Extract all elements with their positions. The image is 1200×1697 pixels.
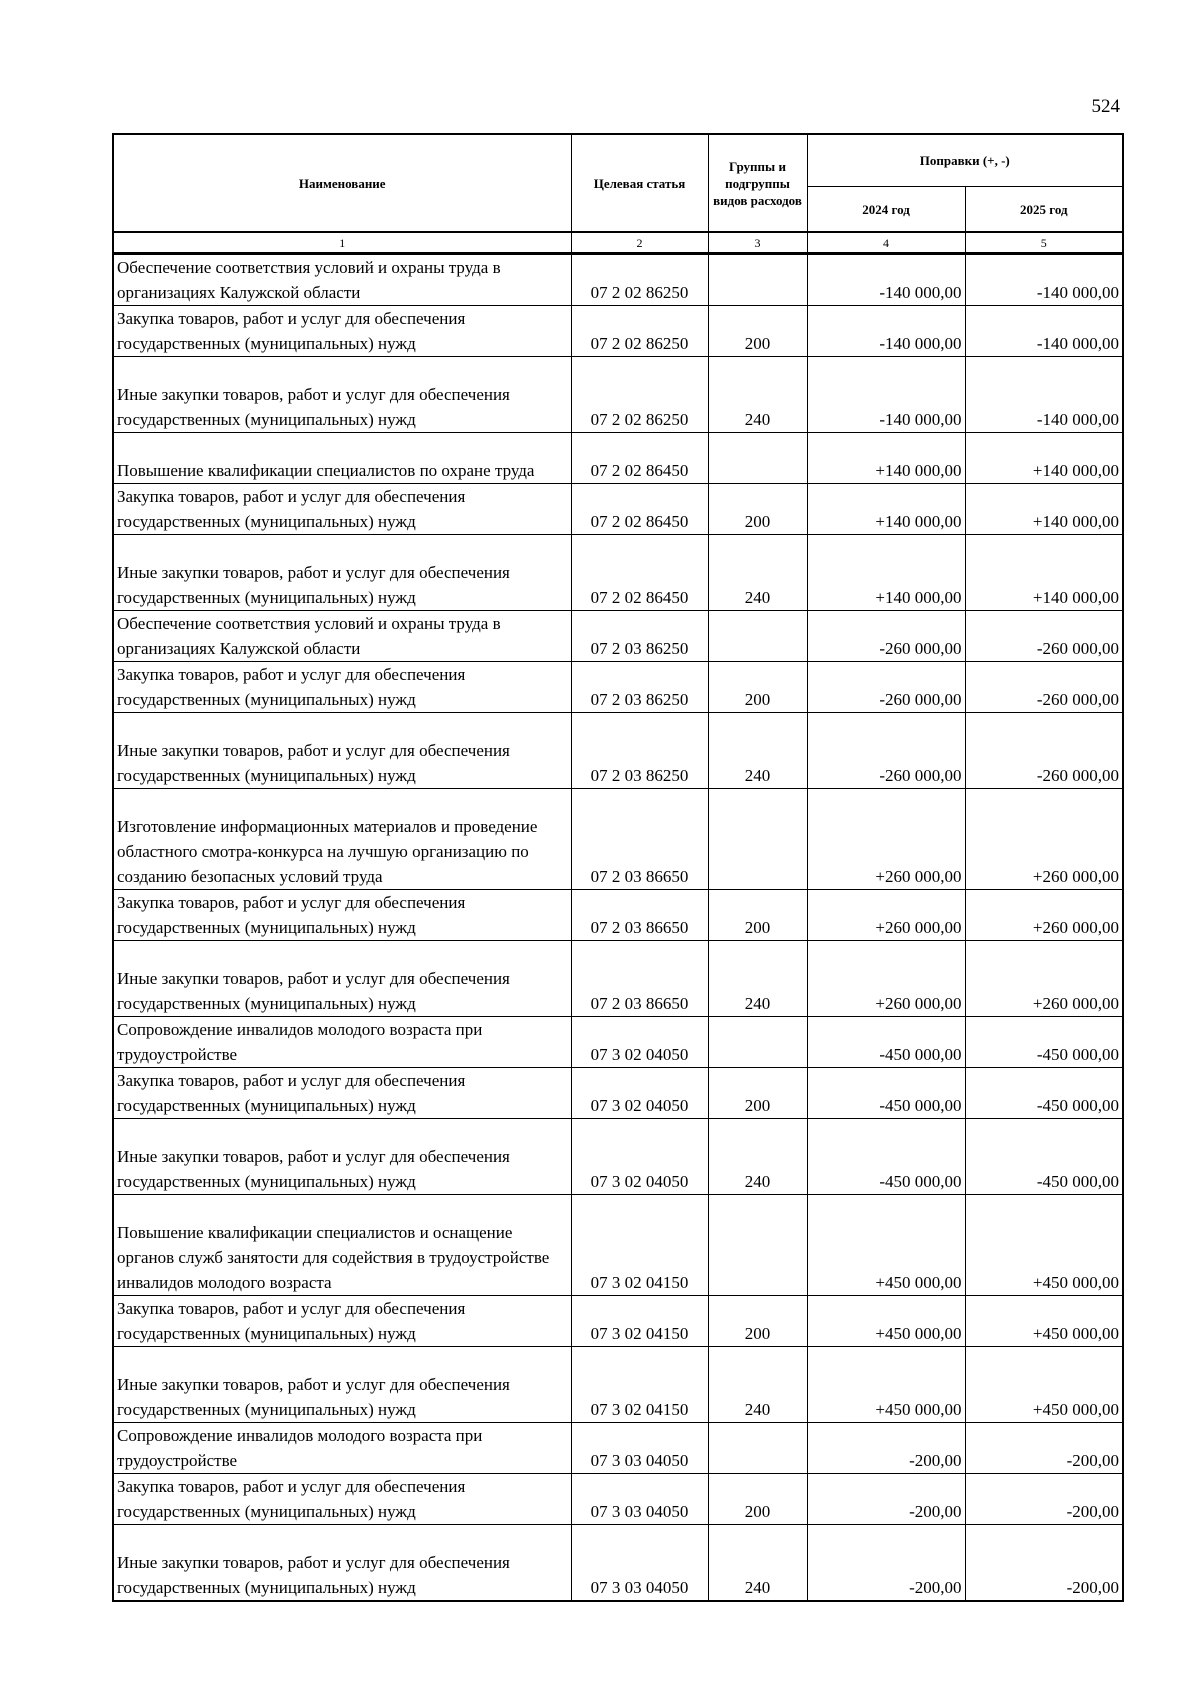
table-row: [113, 535, 1123, 611]
row-target-code: 07 2 02 86250: [571, 357, 708, 433]
row-amendment-2024: -200,00: [807, 1474, 965, 1525]
row-expense-group: 240: [708, 941, 807, 1017]
table-row: [113, 789, 1123, 890]
row-amendment-2025: -450 000,00: [965, 1017, 1123, 1068]
row-target-code: 07 3 02 04150: [571, 1347, 708, 1423]
row-expense-group: [708, 1423, 807, 1474]
row-target-code: 07 3 03 04050: [571, 1474, 708, 1525]
column-numbers-row: [113, 232, 1123, 254]
row-amendment-2025: -200,00: [965, 1474, 1123, 1525]
row-amendment-2024: +140 000,00: [807, 433, 965, 484]
row-expense-group: [708, 789, 807, 890]
row-name: Закупка товаров, работ и услуг для обеспечения государственных (муниципальных) нужд: [113, 1296, 571, 1347]
row-amendment-2025: +140 000,00: [965, 535, 1123, 611]
header-name: Наименование: [113, 134, 571, 232]
table-row: [113, 1296, 1123, 1347]
row-amendment-2024: -260 000,00: [807, 713, 965, 789]
table-row: [113, 713, 1123, 789]
row-name: Закупка товаров, работ и услуг для обеспечения государственных (муниципальных) нужд: [113, 484, 571, 535]
row-name: Иные закупки товаров, работ и услуг для обеспечения государственных (муниципальных) нужд: [113, 941, 571, 1017]
column-number: 2: [571, 232, 708, 254]
row-name: Иные закупки товаров, работ и услуг для обеспечения государственных (муниципальных) нужд: [113, 1347, 571, 1423]
table-row: [113, 1195, 1123, 1296]
table-row: [113, 1525, 1123, 1602]
table-row: [113, 254, 1123, 306]
row-expense-group: 200: [708, 1068, 807, 1119]
header-year-2025: 2025 год: [965, 187, 1123, 233]
table-row: [113, 1119, 1123, 1195]
table-row: [113, 890, 1123, 941]
column-number: 5: [965, 232, 1123, 254]
row-expense-group: 240: [708, 535, 807, 611]
row-amendment-2025: -260 000,00: [965, 713, 1123, 789]
row-amendment-2024: -450 000,00: [807, 1017, 965, 1068]
row-target-code: 07 2 03 86650: [571, 941, 708, 1017]
row-name: Закупка товаров, работ и услуг для обеспечения государственных (муниципальных) нужд: [113, 306, 571, 357]
table-row: [113, 1017, 1123, 1068]
row-expense-group: 240: [708, 1119, 807, 1195]
row-amendment-2024: -200,00: [807, 1525, 965, 1602]
row-target-code: 07 2 02 86250: [571, 254, 708, 306]
row-name: Повышение квалификации специалистов и оснащение органов служб занятости для содействия в трудоустройстве инвалидов молодого возраста: [113, 1195, 571, 1296]
row-target-code: 07 2 03 86250: [571, 713, 708, 789]
row-target-code: 07 3 02 04150: [571, 1296, 708, 1347]
header-amendments: Поправки (+, -): [807, 134, 1123, 187]
table-row: [113, 1474, 1123, 1525]
row-name: Иные закупки товаров, работ и услуг для обеспечения государственных (муниципальных) нужд: [113, 713, 571, 789]
budget-amendments-table: [112, 133, 1124, 1602]
table-row: [113, 433, 1123, 484]
row-amendment-2025: +260 000,00: [965, 789, 1123, 890]
row-amendment-2024: +260 000,00: [807, 890, 965, 941]
row-name: Закупка товаров, работ и услуг для обеспечения государственных (муниципальных) нужд: [113, 890, 571, 941]
row-amendment-2024: +450 000,00: [807, 1347, 965, 1423]
row-amendment-2024: -140 000,00: [807, 254, 965, 306]
row-expense-group: [708, 1017, 807, 1068]
column-number: 4: [807, 232, 965, 254]
row-target-code: 07 2 02 86450: [571, 484, 708, 535]
row-target-code: 07 2 03 86650: [571, 890, 708, 941]
row-target-code: 07 3 02 04050: [571, 1119, 708, 1195]
row-expense-group: 240: [708, 713, 807, 789]
row-target-code: 07 2 02 86250: [571, 306, 708, 357]
row-expense-group: [708, 1195, 807, 1296]
row-amendment-2024: -200,00: [807, 1423, 965, 1474]
row-expense-group: [708, 611, 807, 662]
row-amendment-2024: +450 000,00: [807, 1296, 965, 1347]
row-expense-group: 240: [708, 357, 807, 433]
row-expense-group: 200: [708, 484, 807, 535]
row-amendment-2025: +260 000,00: [965, 941, 1123, 1017]
table-row: [113, 611, 1123, 662]
row-amendment-2025: -450 000,00: [965, 1068, 1123, 1119]
table-header: [113, 134, 1123, 232]
row-amendment-2025: -140 000,00: [965, 357, 1123, 433]
row-expense-group: 200: [708, 306, 807, 357]
row-amendment-2025: +450 000,00: [965, 1296, 1123, 1347]
header-groups: Группы и подгруппы видов расходов: [708, 134, 807, 232]
row-amendment-2024: +140 000,00: [807, 484, 965, 535]
row-expense-group: 200: [708, 890, 807, 941]
header-target: Целевая статья: [571, 134, 708, 232]
row-name: Иные закупки товаров, работ и услуг для обеспечения государственных (муниципальных) нужд: [113, 1119, 571, 1195]
row-name: Изготовление информационных материалов и проведение областного смотра-конкурса на лучшую организацию по созданию безопасных условий труда: [113, 789, 571, 890]
row-amendment-2024: -450 000,00: [807, 1119, 965, 1195]
row-name: Закупка товаров, работ и услуг для обеспечения государственных (муниципальных) нужд: [113, 1068, 571, 1119]
row-amendment-2025: -140 000,00: [965, 254, 1123, 306]
row-amendment-2024: +140 000,00: [807, 535, 965, 611]
row-expense-group: 200: [708, 662, 807, 713]
row-name: Закупка товаров, работ и услуг для обеспечения государственных (муниципальных) нужд: [113, 1474, 571, 1525]
row-amendment-2025: +140 000,00: [965, 433, 1123, 484]
row-amendment-2024: -140 000,00: [807, 357, 965, 433]
row-amendment-2024: -260 000,00: [807, 662, 965, 713]
row-target-code: 07 2 03 86250: [571, 662, 708, 713]
row-amendment-2025: -200,00: [965, 1423, 1123, 1474]
row-target-code: 07 3 02 04050: [571, 1068, 708, 1119]
row-amendment-2025: -260 000,00: [965, 611, 1123, 662]
column-number: 3: [708, 232, 807, 254]
row-target-code: 07 3 02 04050: [571, 1017, 708, 1068]
table-row: [113, 306, 1123, 357]
row-expense-group: 240: [708, 1525, 807, 1602]
row-amendment-2025: +450 000,00: [965, 1195, 1123, 1296]
row-amendment-2025: +450 000,00: [965, 1347, 1123, 1423]
row-expense-group: 240: [708, 1347, 807, 1423]
table-row: [113, 662, 1123, 713]
table-row: [113, 941, 1123, 1017]
row-amendment-2025: -260 000,00: [965, 662, 1123, 713]
column-number: 1: [113, 232, 571, 254]
row-amendment-2024: -450 000,00: [807, 1068, 965, 1119]
table-row: [113, 484, 1123, 535]
row-amendment-2024: +450 000,00: [807, 1195, 965, 1296]
row-name: Закупка товаров, работ и услуг для обеспечения государственных (муниципальных) нужд: [113, 662, 571, 713]
row-expense-group: 200: [708, 1296, 807, 1347]
row-expense-group: 200: [708, 1474, 807, 1525]
row-name: Сопровождение инвалидов молодого возраста при трудоустройстве: [113, 1017, 571, 1068]
row-name: Обеспечение соответствия условий и охраны труда в организациях Калужской области: [113, 254, 571, 306]
row-amendment-2024: +260 000,00: [807, 789, 965, 890]
row-name: Сопровождение инвалидов молодого возраста при трудоустройстве: [113, 1423, 571, 1474]
row-amendment-2024: +260 000,00: [807, 941, 965, 1017]
table-row: [113, 1347, 1123, 1423]
table-row: [113, 357, 1123, 433]
row-name: Иные закупки товаров, работ и услуг для обеспечения государственных (муниципальных) нужд: [113, 1525, 571, 1602]
row-name: Иные закупки товаров, работ и услуг для обеспечения государственных (муниципальных) нужд: [113, 357, 571, 433]
table-body: [113, 232, 1123, 1601]
table-row: [113, 1423, 1123, 1474]
row-amendment-2025: +260 000,00: [965, 890, 1123, 941]
row-target-code: 07 2 02 86450: [571, 535, 708, 611]
row-expense-group: [708, 254, 807, 306]
row-name: Иные закупки товаров, работ и услуг для обеспечения государственных (муниципальных) нужд: [113, 535, 571, 611]
row-amendment-2025: +140 000,00: [965, 484, 1123, 535]
row-amendment-2025: -450 000,00: [965, 1119, 1123, 1195]
row-amendment-2024: -260 000,00: [807, 611, 965, 662]
row-target-code: 07 3 03 04050: [571, 1525, 708, 1602]
row-name: Обеспечение соответствия условий и охраны труда в организациях Калужской области: [113, 611, 571, 662]
row-target-code: 07 3 03 04050: [571, 1423, 708, 1474]
row-name: Повышение квалификации специалистов по охране труда: [113, 433, 571, 484]
row-amendment-2025: -200,00: [965, 1525, 1123, 1602]
table-row: [113, 1068, 1123, 1119]
row-target-code: 07 2 02 86450: [571, 433, 708, 484]
row-amendment-2024: -140 000,00: [807, 306, 965, 357]
row-target-code: 07 3 02 04150: [571, 1195, 708, 1296]
header-year-2024: 2024 год: [807, 187, 965, 233]
row-amendment-2025: -140 000,00: [965, 306, 1123, 357]
row-target-code: 07 2 03 86650: [571, 789, 708, 890]
row-expense-group: [708, 433, 807, 484]
row-target-code: 07 2 03 86250: [571, 611, 708, 662]
page-number: 524: [1091, 96, 1120, 117]
